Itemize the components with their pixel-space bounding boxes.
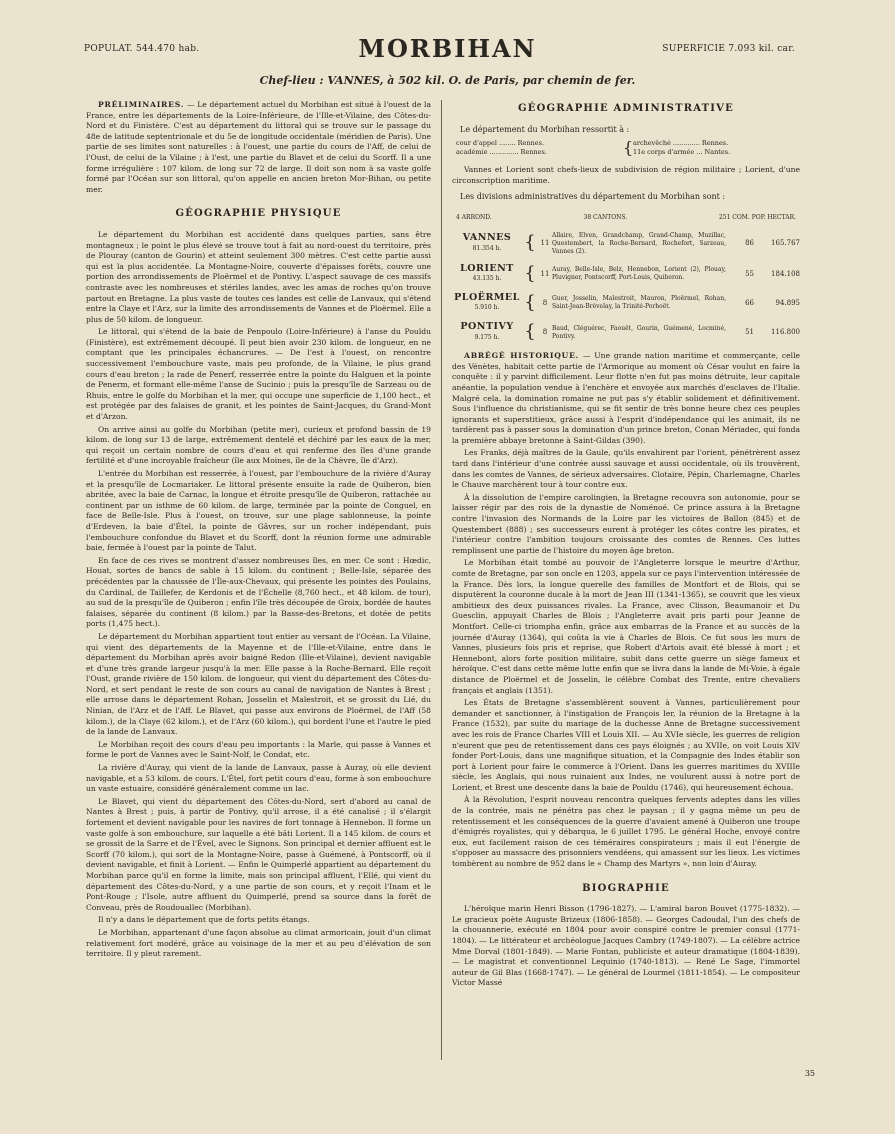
- right-column: [452, 100, 800, 1060]
- jurisdiction-item: académie .............. Rennes.: [456, 148, 547, 157]
- table-row: [452, 293, 800, 314]
- paragraph: L'entrée du Morbihan est resserrée, à l'ouest, par l'embouchure de la rivière d'Auray et la presqu'île de Locmariaker. Le littoral présente ensuite la rade de Quiberon, bien abritée, avec la baie de Carnac, la longue et étroite presqu'île de Quiberon, rattachée au continent par un isthme de 60 kilom. de large, terminée par la pointe de Conguel, en face de Belle-Isle. Plus à l'ouest, on trouve, sur une plage sablonneuse, la pointe d'Erdeven, la baie d'Étel, la pointe de Gâvres, sur un rocher indépendant, puis l'embouchure confondue du Blavet et du Scorff, dont la réunion forme une admirable baie, fermée à l'ouest par la pointe de Talut.: [86, 469, 431, 553]
- arrondissement-pop: 43.135 h.: [472, 275, 502, 283]
- paragraph: Le Blavet, qui vient du département des Côtes-du-Nord, sert d'abord au canal de Nantes à Brest ; puis, à partir de Pontivy, qu'il arrose, il a été canalisé ; il s'élargit fortement et devient navigable pour les navires de fort tonnage à Hennebon. Il forme un vaste golfe à son embouchure, sur laquelle a été bâti Lorient. Il a 145 kilom. de cours et se grossit de la Sarre et de l'Ével, avec le Signons. Son principal et dernier affluent est le Scorff (70 kilom.), qui sort de la Montagne-Noire, passe à Guémené, à Pontscorff, où il devient navigable, et finit à Lorient. — Enfin le Quimperlé appartient au département du Morbihan parce qu'il en forme la limite, mais son principal affluent, l'Ellé, qui vient du département des Côtes-du-Nord, y a une partie de son cours, et y reçoit l'Inam et le Pont-Rouge ; l'Isole, autre affluent du Quimperlé, prend sa source dans la forêt de Conveau, près de Roudouallec (Morbihan).: [86, 796, 431, 912]
- paragraph: On arrive ainsi au golfe du Morbihan (petite mer), curieux et profond bassin de 19 kilom. de long sur 13 de large, extrêmement dentelé et déchiré par les eaux de la mer, qui reçoit un certain nombre de cours d'eau et qui renferme des îles d'une grande fertilité et d'une incroyable fraîcheur (île aux Moines, île de la Chèvre, île d'Arz).: [86, 424, 431, 466]
- page-number: 35: [804, 1069, 815, 1078]
- admin-intro: Le département du Morbihan ressortit à :: [460, 124, 630, 134]
- page-subtitle: Chef-lieu : VANNES, à 502 kil. O. de Paris, par chemin de fer.: [259, 74, 636, 87]
- canton-count: 8: [542, 328, 548, 337]
- jurisdiction-left: [456, 139, 623, 157]
- table-row: [452, 322, 800, 343]
- table-row: [452, 232, 800, 256]
- paragraph: Les États de Bretagne s'assemblèrent souvent à Vannes, particulièrement pour demander et sanctionner, à l'instigation de François Ier, la réunion de la Bretagne à la France (1532), par suite du mariage de la duchesse Anne de Bretagne successivement avec les rois de France Charles VIII et Louis XII. — Au XVIe siècle, les guerres de religion n'eurent que peu de retentissement dans ces pays éloignés ; au XVIIe, on voit Louis XIV fonder Port-Louis, dans une magnifique situation, et la Compagnie des Indes établir son port à Lorient pour faire le commerce à l'Orient. Dans les guerres maritimes du XVIIIe siècle, les Anglais, qui nous ruinaient aux Indes, ne voulurent aussi à notre port de Lorient, et Brest une descente dans la baie de Pouldu (1746), qui heureusement échoua.: [452, 698, 800, 792]
- population-label: POPULAT. 544.470 hab.: [84, 44, 200, 54]
- arrondissement-cell: [452, 293, 522, 314]
- paragraph: Le département du Morbihan est accidenté dans quelques parties, sans être montagneux ; le point le plus élevé se trouve tout à fait au nord-ouest du territoire, près de Plouray (canton de Gourin) et atteint seulement 300 mètres. C'est cette partie aussi qui est la plus accidentée. La Montagne-Noire, couverte d'épaisses forêts, couvre une portion des arrondissements de Ploërmel et de Pontivy. L'aspect sauvage de ces massifs contraste avec les nombreuses et stériles landes, avec les amas de roches qu'on trouve partout en Bretagne. La plus vaste de toutes ces landes est celle de Lanvaux, qui s'étend entre la Claye et l'Arz, sur la limite des arrondissements de Vannes et de Ploërmel. Elle a plus de 50 kilom. de longueur.: [86, 229, 431, 324]
- jurisdiction-item: cour d'appel ........ Rennes.: [456, 139, 545, 148]
- canton-list: Guer, Josselin, Malestroit, Mauron, Ploërmel, Rohan, Saint-Jean-Brévelay, la Trinité-Porhoët.: [552, 295, 726, 311]
- paragraph: Le littoral, qui s'étend de la baie de Penpoulo (Loire-Inférieure) à l'anse du Pouldu (Finistère), est extrêmement découpé. Il peut bien avoir 230 kilom. de longueur, en ne comptant que les principales échancrures. — De l'est à l'ouest, on rencontre successivement l'embouchure vaste, mais peu profonde, de la Vilaine, le plus grand cours d'eau breton ; la rade de Penerf, resserrée entre la pointe du Halguen et la pointe de Penerm, et formant elle-même l'anse de Sucinio ; puis la presqu'île de Sarzeau ou de Rhuis, entre le golfe du Morbihan et la mer, qui occupe une superficie de 1,100 hect., et est protégée par des falaises de granit, et les pointes de Saint-Jacques, du Grand-Mont et d'Arzon.: [86, 327, 431, 422]
- canton-list: Auray, Belle-Isle, Belz, Hennebon, Lorient (2), Plouay, Pluvigner, Pontscorff, Port-Louis, Quiberon.: [552, 266, 726, 282]
- population-count: 116.800: [771, 328, 800, 337]
- arrondissement-pop: 5.910 h.: [474, 304, 500, 312]
- paragraph: Les Franks, déjà maîtres de la Gaule, qu'ils envahirent par l'orient, pénétrèrent assez tard dans l'intérieur d'une contrée aussi sauvage et aussi occidentale, où ils trouvèrent, dans les comtes de Vannes, de sérieux adversaires. Clotaire, Pépin, Charlemagne, Charles le Chauve marchèrent tour à tour contre eux.: [452, 448, 800, 490]
- table-row: [452, 264, 800, 285]
- paragraph: Il n'y a dans le département que de forts petits étangs.: [98, 915, 310, 925]
- canton-list: Allaire, Elven, Grandchamp, Grand-Champ, Muzillac, Questembert, la Roche-Bernard, Rochefort, Sarzeau, Vannes (2).: [552, 231, 726, 255]
- commune-count: 86: [745, 239, 754, 248]
- commune-count: 51: [745, 328, 754, 337]
- arrondissement-name: VANNES: [462, 231, 512, 243]
- arrondissement-name: LORIENT: [460, 262, 514, 274]
- table-header-cell: 4 ARROND.: [456, 213, 492, 221]
- page-title: MORBIHAN: [358, 34, 537, 63]
- commune-count: 66: [745, 299, 754, 308]
- canton-count: 8: [542, 299, 548, 308]
- paragraph: En face de ces rives se montrent d'assez nombreuses îles, en mer. Ce sont : Hœdic, Houat, sortes de bancs de sable à 15 kilom. du continent ; Belle-Isle, séparée des précédentes par la chaussée de l'Île-aux-Chevaux, qui présente les pointes des Poulains, du Cardinal, de Taillefer, de Kerdonis et de l'Échelle (8,760 hect., et 48 kilom. de tour), au sud de la presqu'île de Quiberon ; enfin l'île très découpée de Groix, bordée de hautes falaises, séparée du continent (8 kilom.) par la Basse-des-Bretons, et dotée de petits ports (1,475 hect.).: [86, 555, 431, 629]
- paragraph: La rivière d'Auray, qui vient de la lande de Lanvaux, passe à Auray, où elle devient navigable, et a 53 kilom. de cours. L'Étel, fort petit cours d'eau, forme à son embouchure un vaste estuaire, considéré généralement comme un lac.: [86, 763, 431, 794]
- abrege-body: — Une grande nation maritime et commerçante, celle des Vénètes, habitait cette partie de l'Armorique au moment où César voulut en faire la conquête : il y parvint difficilement. Leur flotte n'en fut pas moins détruite, leur capitale anéantie, la population vendue à l'enchère et envoyée aux marchés d'esclaves de l'Italie. Malgré cela, la domination romaine ne put pas s'y établir solidement et définitivement. Sous l'influence du christianisme, qui se fit sentir de très bonne heure chez ces peuples ignorants et superstitieux, grâce aussi à l'esprit d'indépendance qui les animait, ils ne tardèrent pas à passer sous la domination d'un prince breton, Conan Mériadec, qui fonda la première abbaye bretonne à Saint-Gildas (390).: [452, 351, 800, 445]
- commune-count: 55: [745, 269, 754, 278]
- brace-glyph: {: [524, 262, 536, 284]
- brace-glyph: {: [623, 138, 634, 158]
- paragraph: À la dissolution de l'empire carolingien, la Bretagne recouvra son autonomie, pour se laisser régir par des rois de la dynastie de Noménoé. Ce prince assura à la Bretagne contre l'invasion des Normands de la Loire par les victoires de Ballon (845) et de Questembert (888) ; ses successeurs eurent à protéger les côtes contre les pirates, et l'intérieur contre l'ambition toujours croissante des comtes de Rennes. Ces luttes remplissent une partie de l'histoire du moyen âge breton.: [452, 492, 800, 555]
- superficie-label: SUPERFICIE 7.093 kil. car.: [662, 44, 795, 54]
- canton-list: Baud, Cléguérec, Faouët, Gourin, Guémené, Locminé, Pontivy.: [552, 324, 726, 340]
- abrege-paragraph: [452, 351, 800, 446]
- brace-glyph: {: [524, 232, 536, 254]
- jurisdiction-item: archevêché ............. Rennes.: [633, 139, 729, 148]
- paragraph: Le Morbihan, appartenant d'une façon absolue au climat armoricain, jouit d'un climat relativement fort modéré, grâce au voisinage de la mer et au peu d'élévation de son territoire. Il y pleut rarement.: [86, 927, 431, 959]
- abrege-heading: ABRÉGÉ HISTORIQUE.: [464, 351, 580, 361]
- arrondissement-cell: [452, 264, 522, 285]
- arrondissement-pop: 81.354 h.: [472, 244, 502, 252]
- prelim-paragraph: [86, 100, 431, 195]
- jurisdiction-item: 11e corps d'armée ... Nantes.: [633, 148, 731, 157]
- arrondissement-name: PONTIVY: [460, 320, 514, 332]
- paragraph: À la Révolution, l'esprit nouveau rencontra quelques fervents adeptes dans les villes de la contrée, mais ne pénétra pas chez le paysan ; il y gagna même un peu de retentissement et les conséquences de la guerre d'avaient amené à Quiberon une troupe d'émigrés royalistes, qui y débarqua, le 6 juillet 1795. Le général Hoche, envoyé contre eux, eut facilement raison de ces téméraires conspirateurs ; mais il eut l'énergie de s'opposer au massacre des prisonniers vendéens, qui amassent sur les lieux. Les victimes tombèrent au nombre de 952 dans le « Champ des Martyrs », non loin d'Auray.: [452, 795, 800, 869]
- jurisdiction-right: [633, 139, 800, 157]
- prelim-heading: PRÉLIMINAIRES.: [98, 100, 185, 109]
- bio-title: BIOGRAPHIE: [582, 882, 670, 894]
- table-header-cell: 38 CANTONS.: [583, 213, 628, 221]
- jurisdiction-box: [456, 139, 800, 157]
- canton-count: 11: [540, 269, 550, 278]
- geo-admin-title: GÉOGRAPHIE ADMINISTRATIVE: [518, 103, 734, 114]
- population-count: 165.767: [771, 239, 800, 248]
- prelim-body: — Le département actuel du Morbihan est situé à l'ouest de la France, entre les départements de la Loire-Inférieure, de l'Ille-et-Vilaine, des Côtes-du-Nord et du Finistère. C'est au département du littoral qui se trouve sur le passage du 48e de latitude septentrionale et du 5e de longitude occidentale (méridien de Paris). Une partie de ses limites sont naturelles : à l'ouest, une partie du cours de l'Aff, de celui de l'Oust, de celui de la Vilaine ; à l'est, une partie du Blavet et de celui du Scorff. Il a une forme irrégulière : 107 kilom. de long sur 72 de large. Il doit son nom à sa vaste golfe formé par l'Océan sur son littoral, qu'on appelle en ancien breton Mor-Bihan, ou petite mer.: [86, 100, 431, 194]
- population-count: 94.895: [775, 299, 800, 308]
- paragraph: Le Morbihan reçoit des cours d'eau peu importants : la Marle, qui passe à Vannes et forme le port de Vannes avec le Saint-Nolf, le Condat, etc.: [86, 739, 431, 760]
- left-column: [86, 100, 431, 1060]
- paragraph: Le département du Morbihan appartient tout entier au versant de l'Océan. La Vilaine, qui vient des départements de la Mayenne et de l'Ille-et-Vilaine, entre dans le département du Morbihan après avoir baigné Redon (Ille-et-Vilaine), devient navigable et d'une très grande largeur jusqu'à la mer. Elle passe à la Roche-Bernard. Elle reçoit l'Oust, grande rivière de 150 kilom. de longueur, qui vient du département des Côtes-du-Nord, et sert pendant le reste de son cours au canal de navigation de Nantes à Brest ; elle arrose dans le département Rohan, Josselin et Malestroit, et se grossit du Lié, du Ninian, de l'Arz et de l'Aff. Le Blavet, qui passe aux environs de Ploërmel, de l'Aff (58 kilom.), de la Claye (62 kilom.), et de l'Arz (60 kilom.), qui bordent l'une et l'autre le pied de la lande de Lanvaux.: [86, 631, 431, 737]
- admin-text: Vannes et Lorient sont chefs-lieux de subdivision de région militaire ; Lorient, d'une circonscription maritime.: [452, 165, 800, 185]
- brace-glyph: {: [524, 292, 536, 314]
- population-count: 184.108: [771, 269, 800, 278]
- column-divider: [441, 100, 442, 1060]
- brace-glyph: {: [524, 321, 536, 343]
- table-header-cell: 251 COM. POP. HECTAR.: [718, 213, 796, 221]
- table-header: [456, 213, 796, 224]
- divisions-table: [452, 213, 800, 343]
- canton-count: 11: [540, 239, 550, 248]
- paragraph: Le Morbihan était tombé au pouvoir de l'Angleterre lorsque le meurtre d'Arthur, comte de Bretagne, par son oncle en 1203, appela sur ce pays l'intervention intéressée de la France. Dès lors, la longue querelle des familles de Montfort et de Blois, qui se disputèrent la couronne ducale à la mort de Jean III (1341-1365), se couvrit que les vieux ambitieux des deux puissances rivales. La France, avec Clisson, Beaumanoir et Du Guesclin, appuyait Charles de Blois ; l'Angleterre avait pris parti pour Jeanne de Montfort. Celle-ci triompha enfin, grâce aux embarras de la France et au succès de la journée d'Auray (1364), qui coûta la vie à Charles de Blois. Ce fut sous les murs de Vannes, plusieurs fois pris et reprise, que Robert d'Artois avait été blessé à mort ; et Hennebont, alors forte position militaire, subit dans cette guerre un siège fameux et héroïque. C'est dans cette même lutte enfin que se livra dans la lande de Mi-Voie, à égale distance de Ploërmel et de Josselin, le célèbre Combat des Trente, entre chevaliers français et anglais (1351).: [452, 558, 800, 695]
- arrondissement-pop: 9.175 h.: [474, 333, 500, 341]
- arrondissement-cell: [452, 233, 522, 254]
- bio-text: L'héroïque marin Henri Bisson (1796-1827). — L'amiral baron Bouvet (1775-1832). — Le gracieux poète Auguste Brizeux (1806-1858). — Georges Cadoudal, l'un des chefs de la chouannerie, exécuté en 1804 pour avoir conspiré contre le premier consul (1771-1804). — Le littérateur et archéologue Jacques Cambry (1749-1807). — La célèbre actrice Mme Dorval (1801-1849). — Marie Fontan, publiciste et auteur dramatique (1804-1839). — Le magistrat et conventionnel Lequinio (1740-1813). — René Le Sage, l'immortel auteur de Gil Blas (1668-1747). — Le général de Lourmel (1811-1854). — Le compositeur Victor Massé: [452, 904, 800, 988]
- arrondissement-name: PLOËRMEL: [454, 291, 520, 303]
- arrondissement-cell: [452, 322, 522, 343]
- geo-phys-title: GÉOGRAPHIE PHYSIQUE: [175, 208, 342, 220]
- divisions-intro: Les divisions administratives du département du Morbihan sont :: [460, 192, 726, 202]
